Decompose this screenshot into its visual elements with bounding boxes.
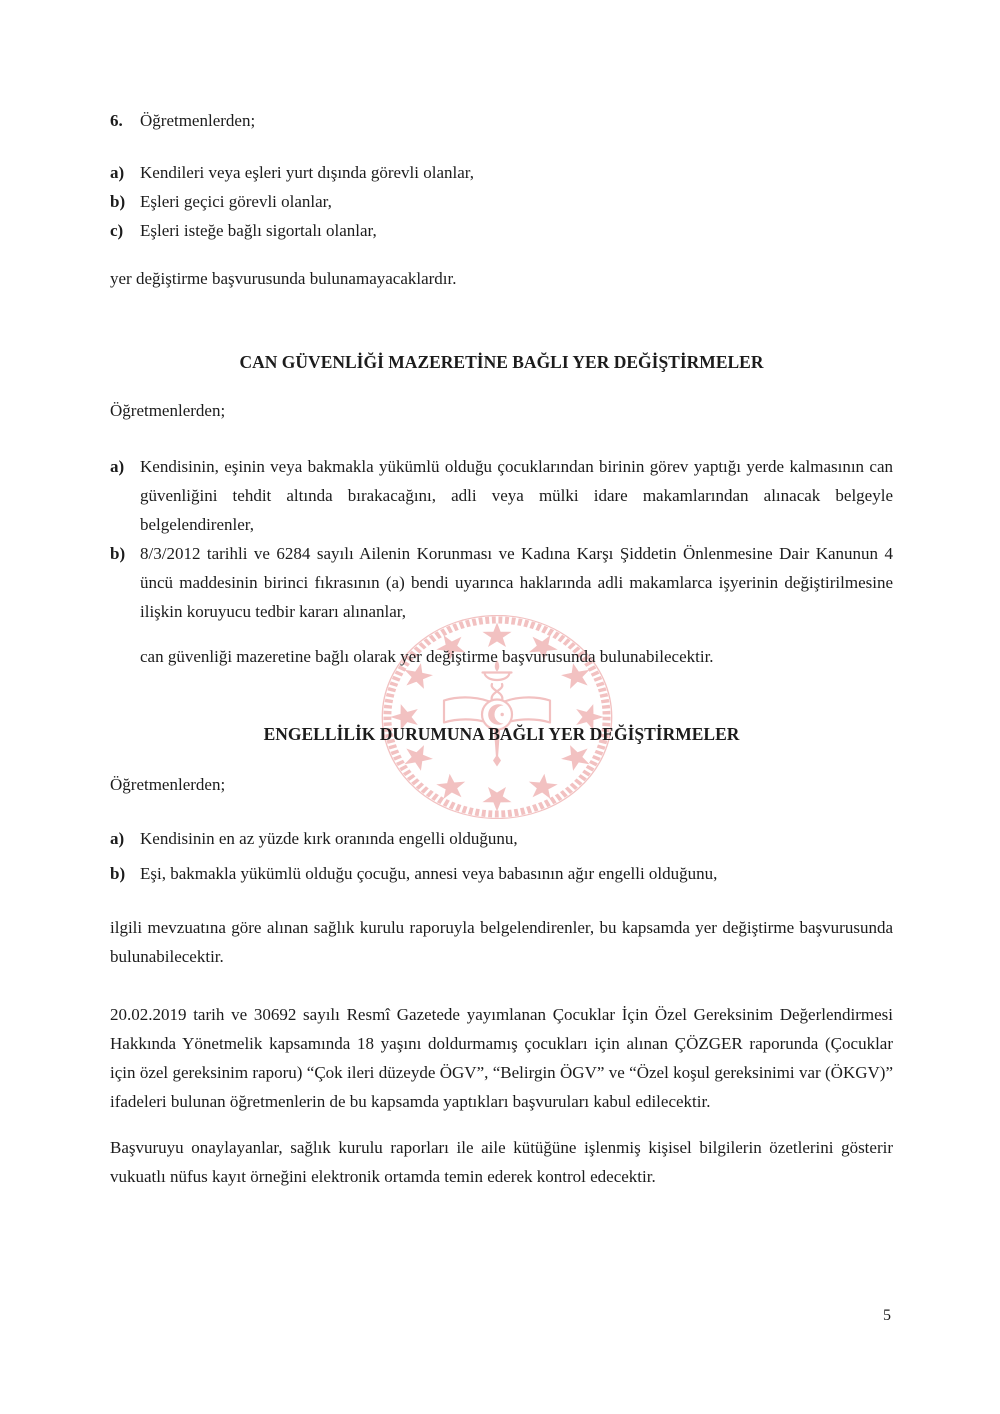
list-text: Eşleri isteğe bağlı sigortalı olanlar,	[140, 221, 377, 240]
list-item-b	[110, 539, 893, 626]
intro-closing: yer değiştirme başvurusunda bulunamayacaklardır.	[110, 269, 457, 288]
exclusion-list	[110, 158, 893, 245]
section-disability-lead: Öğretmenlerden;	[110, 775, 226, 794]
section-disability-title: ENGELLİLİK DURUMUNA BAĞLI YER DEĞİŞTİRMELER	[263, 724, 740, 744]
list-item-b	[110, 187, 893, 216]
section-safety-title: CAN GÜVENLİĞİ MAZERETİNE BAĞLI YER DEĞİŞTİRMELER	[239, 352, 764, 372]
list-label: a)	[110, 163, 125, 182]
section-safety-lead: Öğretmenlerden;	[110, 401, 226, 420]
list-item-a	[110, 158, 893, 187]
list-text: 8/3/2012 tarihli ve 6284 sayılı Ailenin Korunması ve Kadına Karşı Şiddetin Önlenmesine Dair Kanunun 4 üncü maddesinin birinci fıkrasının (a) bendi uyarınca haklarında adli makamlarca işyerinin değiştirilmesine ilişkin koruyucu tedbir kararı alınanlar,	[140, 544, 893, 621]
verification-paragraph: Başvuruyu onaylayanlar, sağlık kurulu raporları ile aile kütüğüne işlenmiş kişisel bilgilerin özetlerini gösterir vukuatlı nüfus kayıt örneğini elektronik ortamda temin ederek kontrol edecektir.	[110, 1138, 893, 1186]
safety-reason-list	[110, 452, 893, 626]
cozger-paragraph: 20.02.2019 tarih ve 30692 sayılı Resmî Gazetede yayımlanan Çocuklar İçin Özel Gereksinim Değerlendirmesi Hakkında Yönetmelik kapsamında 18 yaşını doldurmamış çocukları için alınan ÇÖZGER raporunda (Çocuklar için özel gereksinim raporu) “Çok ileri düzeyde ÖGV”, “Belirgin ÖGV” ve “Özel koşul gereksinimi var (ÖKGV)” ifadeleri bulunan öğretmenlerin de bu kapsamda yaptıkları başvuruları kabul edilecektir.	[110, 1005, 893, 1111]
numbered-item-6	[110, 106, 893, 135]
list-label: c)	[110, 221, 124, 240]
page-number: 5	[883, 1307, 891, 1324]
list-text: Kendileri veya eşleri yurt dışında görevli olanlar,	[140, 163, 475, 182]
list-label: b)	[110, 192, 126, 211]
list-text: Kendisinin en az yüzde kırk oranında engelli olduğunu,	[140, 829, 518, 848]
list-text: Eşi, bakmakla yükümlü olduğu çocuğu, annesi veya babasının ağır engelli olduğunu,	[140, 864, 718, 883]
list-label: b)	[110, 544, 126, 563]
list-item-b	[110, 859, 893, 888]
list-label: a)	[110, 829, 125, 848]
list-text: Kendisinin, eşinin veya bakmakla yükümlü olduğu çocuklarından birinin görev yaptığı yerde kalmasının can güvenliğini tehdit altında bırakacağını, adli veya mülki idare makamlarından alınacak belgeyle belgelendirenler,	[140, 457, 893, 534]
disability-closing-paragraph: ilgili mevzuatına göre alınan sağlık kurulu raporuyla belgelendirenler, bu kapsamda yer değiştirme başvurusunda bulunabilecektir.	[110, 918, 893, 966]
disability-reason-list	[110, 824, 893, 888]
intro-lead: Öğretmenlerden;	[140, 111, 256, 130]
list-item-a	[110, 452, 893, 539]
list-label: a)	[110, 457, 125, 476]
list-item-c	[110, 216, 893, 245]
list-text: Eşleri geçici görevli olanlar,	[140, 192, 332, 211]
section-safety-closing: can güvenliği mazeretine bağlı olarak yer değiştirme başvurusunda bulunabilecektir.	[140, 647, 714, 666]
item-number: 6.	[110, 111, 123, 130]
list-label: b)	[110, 864, 126, 883]
list-item-a	[110, 824, 893, 853]
